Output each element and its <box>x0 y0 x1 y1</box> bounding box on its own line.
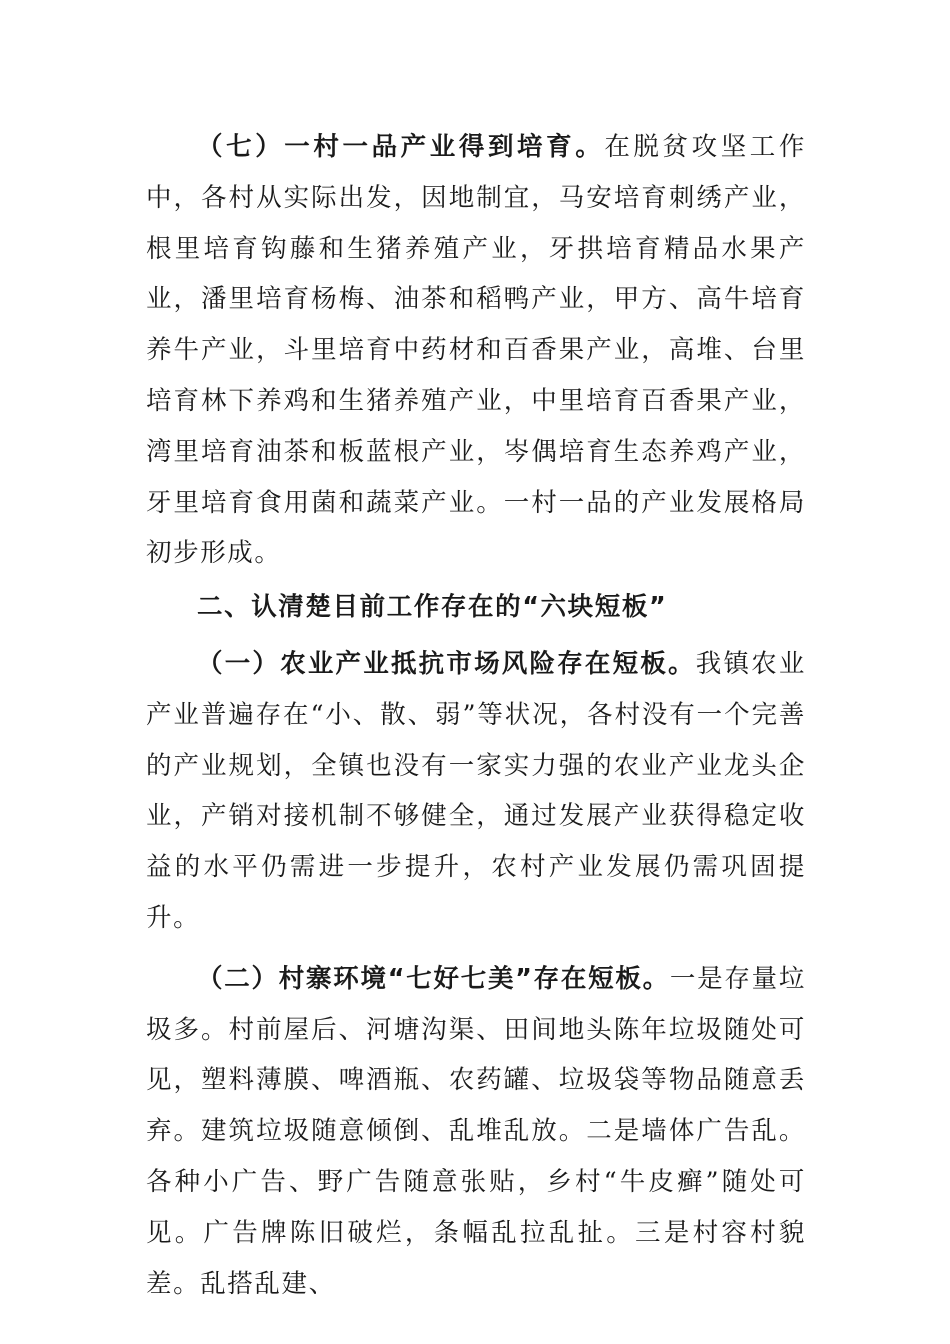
paragraph-lead: （二）村寨环境“七好七美”存在短板。 <box>197 963 670 994</box>
paragraph-lead: （一）农业产业抵抗市场风险存在短板。 <box>197 648 696 679</box>
paragraph-village-environment <box>146 954 806 1310</box>
paragraph-one-village-one-product <box>146 122 806 579</box>
document-page <box>146 122 806 1309</box>
paragraph-lead: （七）一村一品产业得到培育。 <box>197 132 605 162</box>
paragraph-body: 我镇农业产业普遍存在“小、散、弱”等状况，各村没有一个完善的产业规划，全镇也没有一家实力强的农业产业龙头企业，产销对接机制不够健全，通过发展产业获得稳定收益的水平仍需进一步提升，农村产业发展仍需巩固提升。 <box>146 648 806 933</box>
section-heading: 二、认清楚目前工作存在的“六块短板” <box>197 592 668 623</box>
paragraph-body: 在脱贫攻坚工作中，各村从实际出发，因地制宜，马安培育刺绣产业，根里培育钩藤和生猪养殖产业，牙拱培育精品水果产业，潘里培育杨梅、油茶和稻鸭产业，甲方、高牛培育养牛产业，斗里培育中药材和百香果产业，高堆、台里培育林下养鸡和生猪养殖产业，中里培育百香果产业，湾里培育油茶和板蓝根产业，岑偶培育生态养鸡产业，牙里培育食用菌和蔬菜产业。一村一品的产业发展格局初步形成。 <box>146 132 806 569</box>
paragraph-body: 一是存量垃圾多。村前屋后、河塘沟渠、田间地头陈年垃圾随处可见，塑料薄膜、啤酒瓶、农药罐、垃圾袋等物品随意丢弃。建筑垃圾随意倾倒、乱堆乱放。二是墙体广告乱。各种小广告、野广告随意张贴，乡村“牛皮癣”随处可见。广告牌陈旧破烂，条幅乱拉乱扯。三是村容村貌差。乱搭乱建、 <box>146 963 806 1299</box>
paragraph-agri-market-risk <box>146 639 806 944</box>
